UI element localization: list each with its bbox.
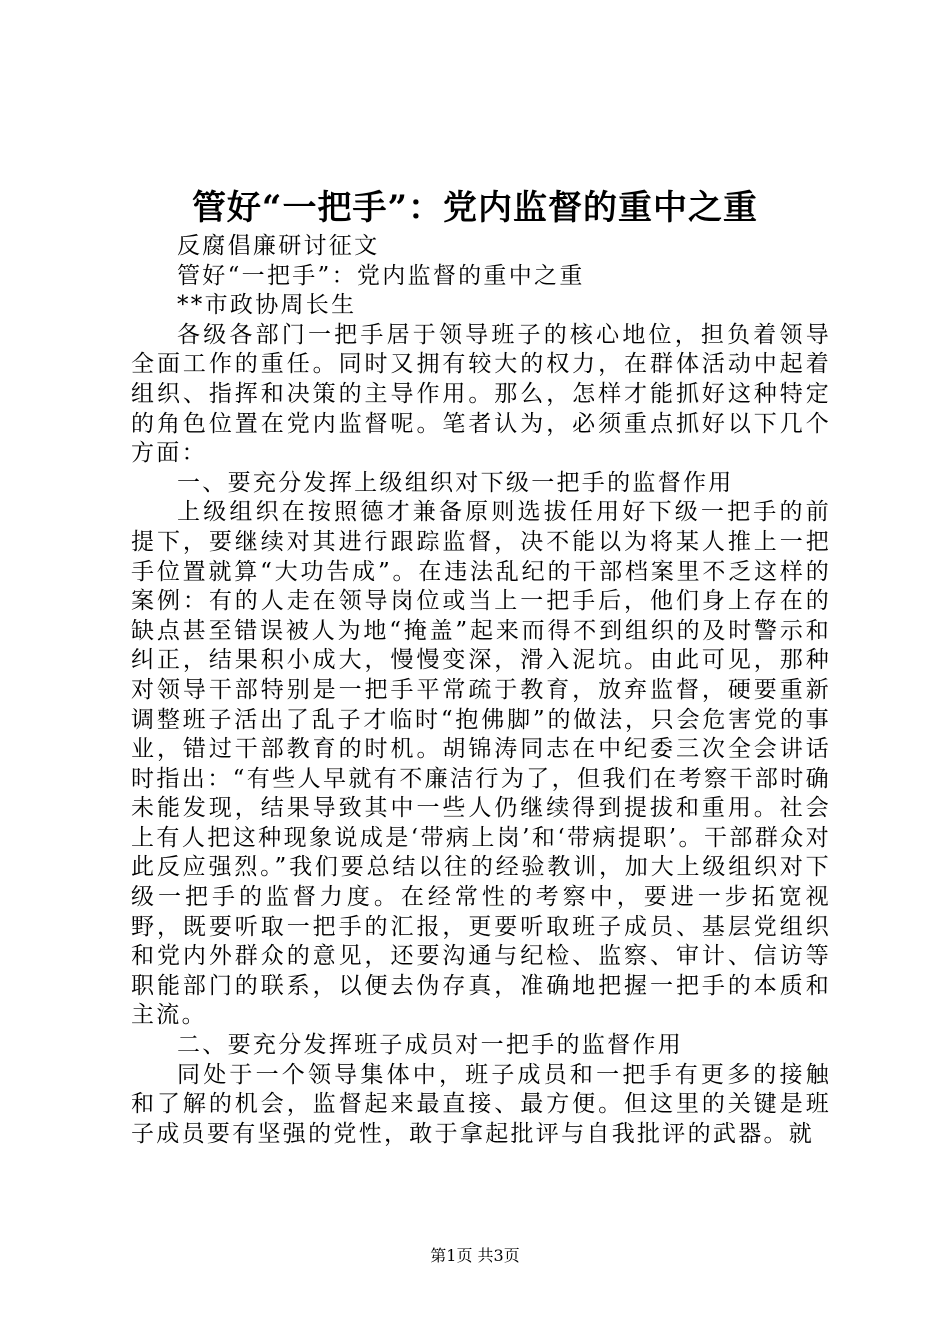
paragraph-section-1: 上级组织在按照德才兼备原则选拔任用好下级一把手的前提下，要继续对其进行跟踪监督，决不能以为将某人推上一把手位置就算“大功告成”。在违法乱纪的干部档案里不乏这样的案例：有的人走在领导岗位或当上一把手后，他们身上存在的缺点甚至错误被人为地“掩盖”起来而得不到组织的及时警示和纠正，结果积小成大，慢慢变深，滑入泥坑。由此可见，那种对领导干部特别是一把手平常疏于教育，放弃监督，硬要重新调整班子活出了乱子才临时“抱佛脚”的做法，只会危害党的事业，错过干部教育的时机。胡锦涛同志在中纪委三次全会讲话时指出：“有些人早就有不廉洁行为了，但我们在考察干部时确未能发现，结果导致其中一些人仍继续得到提拔和重用。社会上有人把这种现象说成是‘带病上岗’和‘带病提职’。干部群众对此反应强烈。”我们要总结以往的经验教训，加大上级组织对下级一把手的监督力度。在经常性的考察中，要进一步拓宽视野，既要听取一把手的汇报，更要听取班子成员、基层党组织和党内外群众的意见，还要沟通与纪检、监察、审计、信访等职能部门的联系，以便去伪存真，准确地把握一把手的本质和主流。 [131,499,831,1029]
page-number-footer: 第1页 共3页 [430,1246,520,1265]
paragraph-author: **市政协周长生 [177,292,357,319]
section-heading-2: 二、要充分发挥班子成员对一把手的监督作用 [177,1032,683,1059]
document-title: 管好“一把手”：党内监督的重中之重 [191,188,759,228]
paragraph-intro: 各级各部门一把手居于领导班子的核心地位，担负着领导全面工作的重任。同时又拥有较大的权力，在群体活动中起着组织、指挥和决策的主导作用。那么，怎样才能抓好这种特定的角色位置在党内监督呢。笔者认为，必须重点抓好以下几个方面： [131,321,831,467]
document-body [131,232,831,1149]
paragraph-subtitle: 反腐倡廉研讨征文 [177,233,380,259]
paragraph-repeated-title: 管好“一把手”：党内监督的重中之重 [177,262,585,289]
paragraph-section-2: 同处于一个领导集体中，班子成员和一把手有更多的接触和了解的机会，监督起来最直接、最方便。但这里的关键是班子成员要有坚强的党性，敢于拿起批评与自我批评的武器。就 [131,1061,831,1147]
section-heading-1: 一、要充分发挥上级组织对下级一把手的监督作用 [177,469,734,496]
